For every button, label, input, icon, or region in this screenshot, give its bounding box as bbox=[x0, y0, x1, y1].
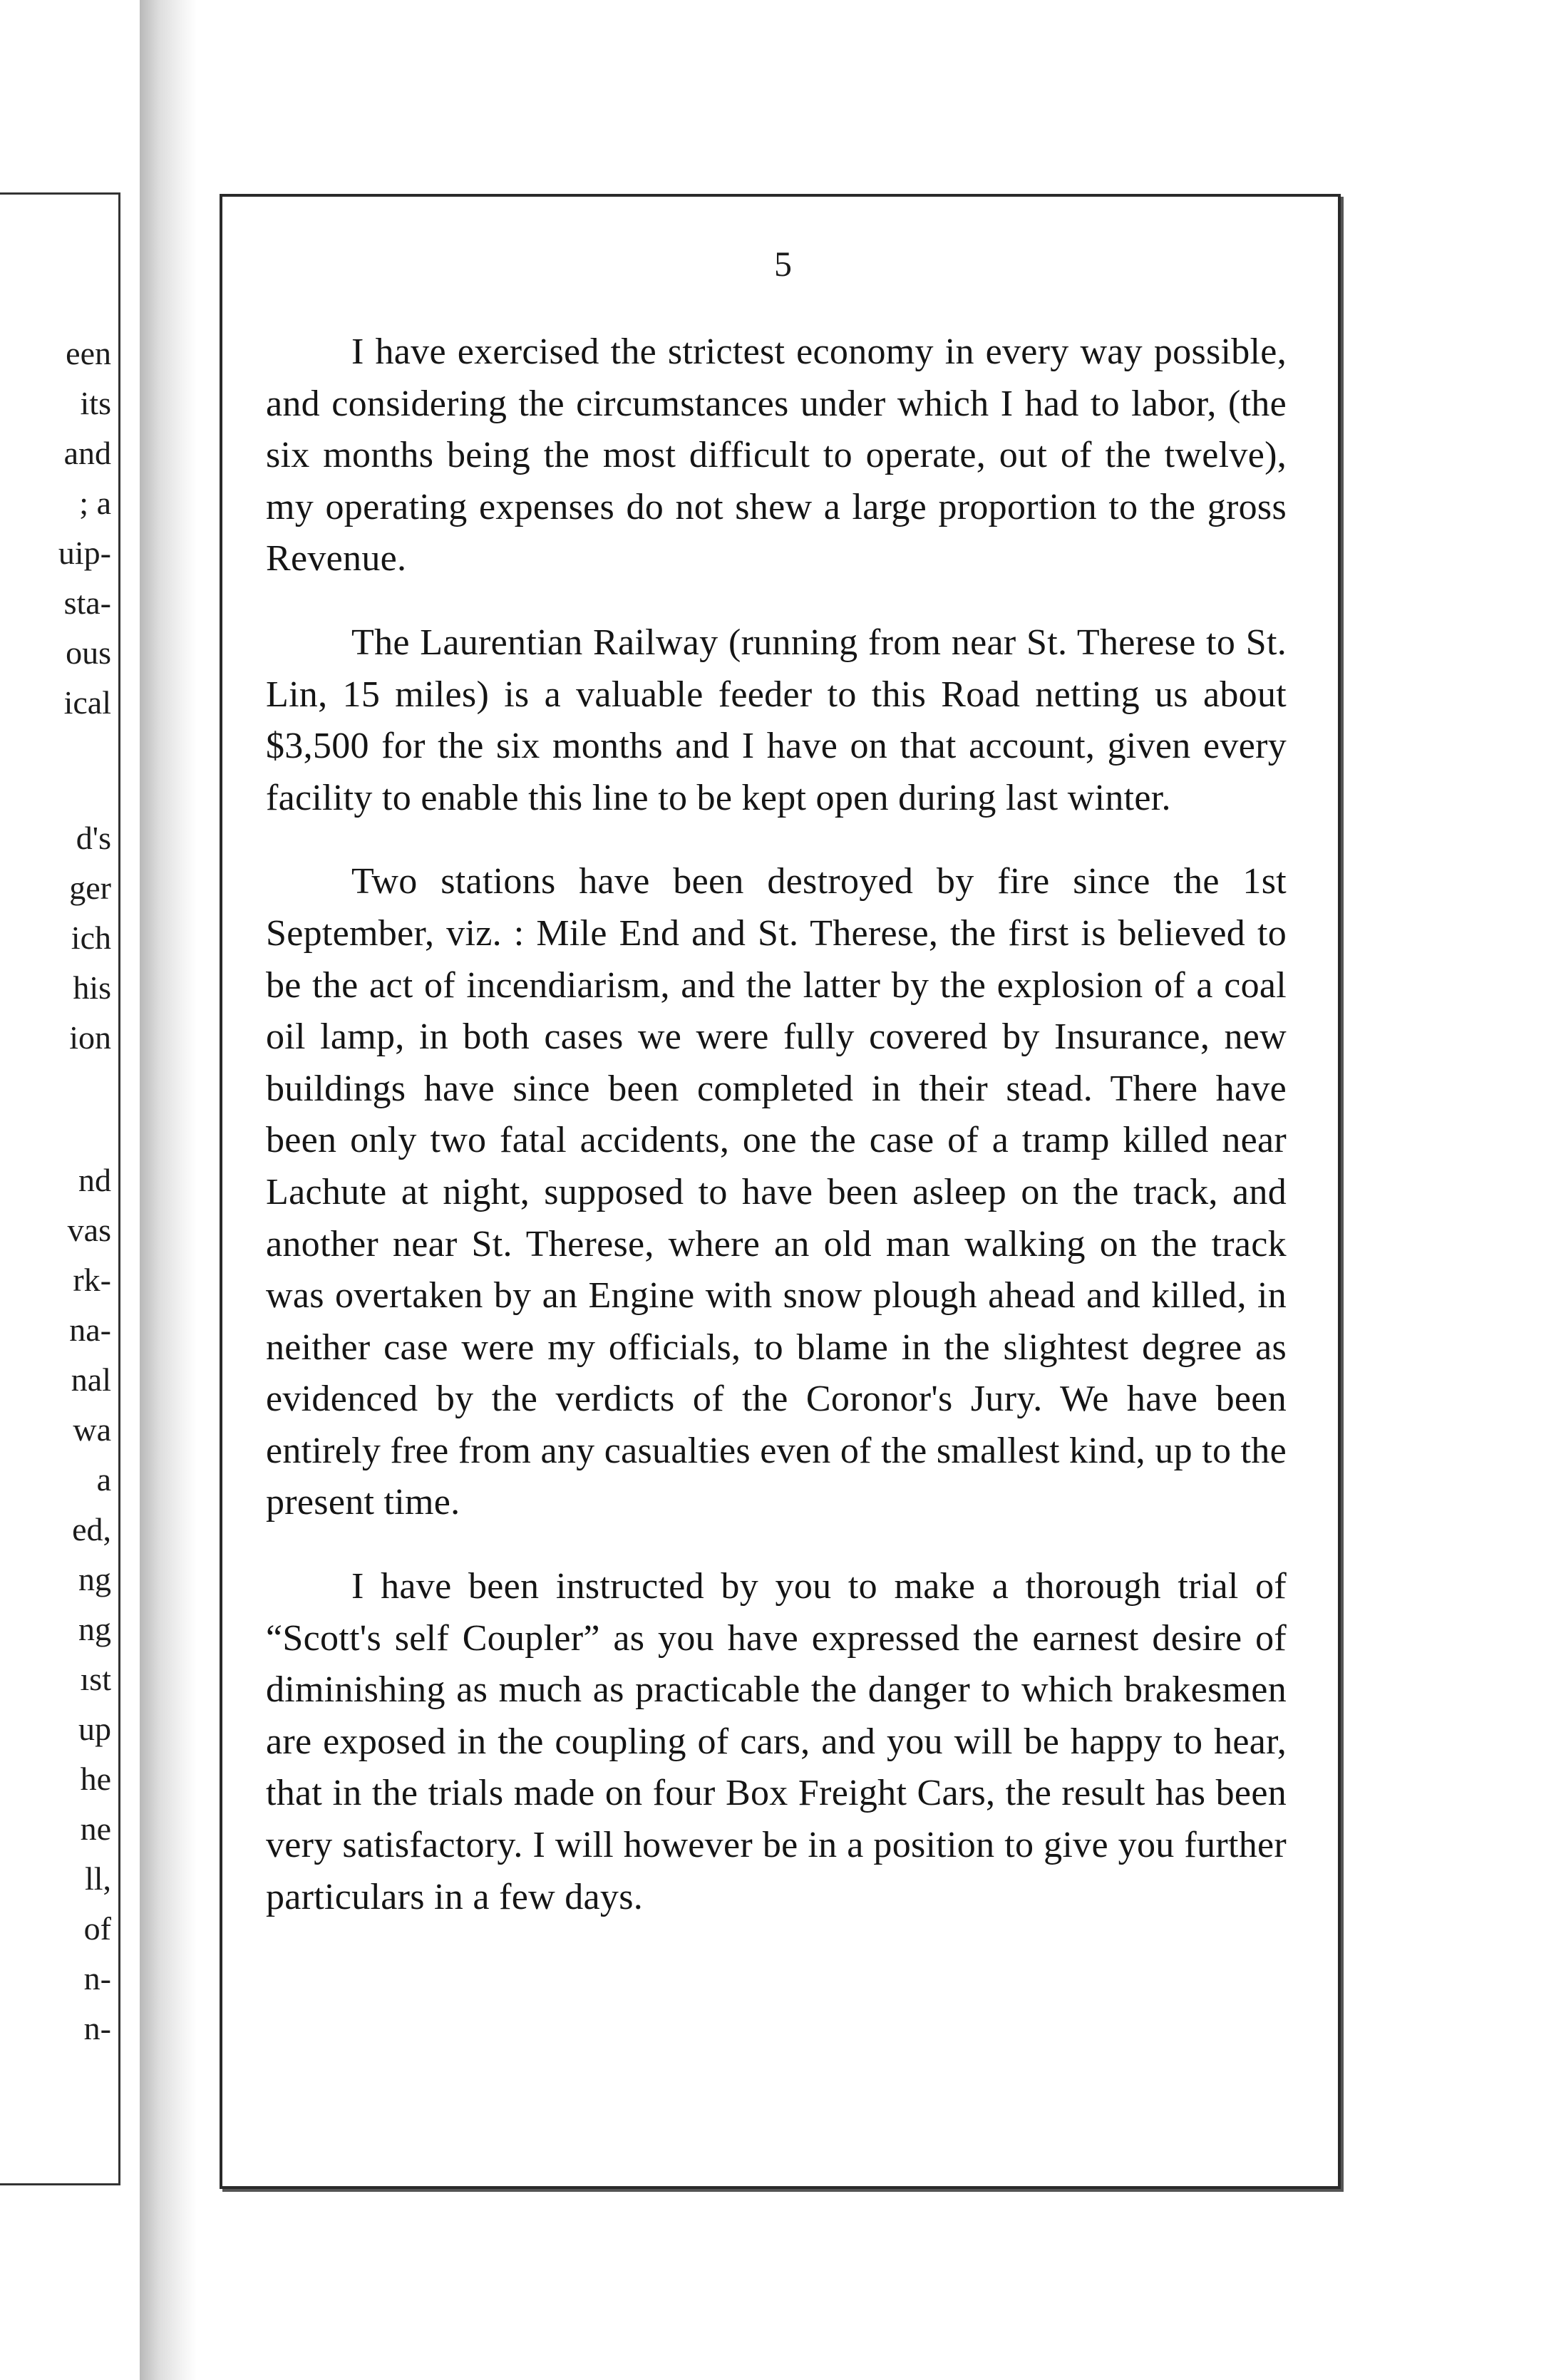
facing-page-line: na- bbox=[69, 1312, 111, 1348]
facing-page-line: ; a bbox=[79, 485, 111, 521]
facing-page-line: ed, bbox=[72, 1511, 111, 1547]
facing-page-line: ion bbox=[69, 1019, 111, 1056]
facing-page-line: ne bbox=[80, 1810, 111, 1847]
facing-page-line: uip- bbox=[58, 535, 111, 571]
paragraph-laurentian-railway: The Laurentian Railway (running from near St. Therese to St. Lin, 15 miles) is a valuable feeder to this Road netting us about $3,500 for the six months and I have on that account, given every facility to enable this line to be kept open during last winter. bbox=[266, 622, 1287, 818]
facing-page-line: d's bbox=[76, 820, 111, 856]
page-number: 5 bbox=[774, 244, 792, 284]
facing-page-line: vas bbox=[67, 1212, 111, 1248]
facing-page-line: ll, bbox=[84, 1860, 111, 1897]
facing-page-line: and bbox=[63, 435, 111, 471]
facing-page-line: a bbox=[96, 1461, 111, 1498]
body-text bbox=[266, 326, 1287, 1923]
facing-page-line: n- bbox=[83, 1960, 111, 1997]
facing-page-line: rk- bbox=[73, 1262, 111, 1298]
facing-page-line: ng bbox=[78, 1611, 111, 1647]
facing-page-line: nal bbox=[71, 1361, 111, 1398]
paragraph-economy: I have exercised the strictest economy in every way possible, and considering the circumstances under which I had to labor, (the six months being the most difficult to operate, out of the twelve), my operating expenses do not shew a large proportion to the gross Revenue. bbox=[266, 331, 1287, 579]
facing-page-line: ical bbox=[63, 684, 111, 721]
facing-page-line: he bbox=[80, 1761, 111, 1797]
facing-page-line: ger bbox=[69, 870, 111, 906]
binding-gutter bbox=[140, 0, 197, 2380]
facing-page-line: sta- bbox=[63, 584, 111, 621]
facing-page-line: ich bbox=[71, 919, 111, 956]
facing-page-line: nd bbox=[78, 1162, 111, 1198]
facing-page-line: n- bbox=[83, 2010, 111, 2046]
facing-page-line: up bbox=[78, 1711, 111, 1747]
facing-page-line: een bbox=[66, 335, 111, 371]
facing-page-line: ıst bbox=[80, 1661, 111, 1697]
facing-page-line: ng bbox=[78, 1561, 111, 1597]
paragraph-stations-accidents: Two stations have been destroyed by fire since the 1st September, viz. : Mile End and St. Therese, the first is believed to be the act of incendiarism, and the latter by the explosion of a coal oil lamp, in both cases we were fully covered by Insurance, new buildings have since been completed in their stead. There have been only two fatal accidents, one the case of a tramp killed near Lachute at night, supposed to have been asleep on the track, and another near St. Therese, where an old man walking on the track was overtaken by an Engine with snow plough ahead and killed, in neither case were my officials, to blame in the slightest degree as evidenced by the verdicts of the Coronor's Jury. We have been entirely free from any casualties even of the smallest kind, up to the present time. bbox=[266, 861, 1287, 1523]
facing-page-line: ous bbox=[66, 634, 111, 671]
facing-page-line: his bbox=[73, 969, 111, 1006]
facing-page-line: of bbox=[83, 1910, 111, 1947]
facing-page-fragment bbox=[0, 192, 120, 2185]
facing-page-line: wa bbox=[73, 1411, 111, 1448]
facing-page-line: its bbox=[80, 385, 111, 421]
paragraph-self-coupler: I have been instructed by you to make a thorough trial of “Scott's self Coupler” as you have expressed the earnest desire of diminishing as much as practicable the danger to which brakesmen are exposed in the coupling of cars, and you will be happy to hear, that in the trials made on four Box Freight Cars, the result has been very satisfactory. I will however be in a position to give you further particulars in a few days. bbox=[266, 1566, 1287, 1917]
